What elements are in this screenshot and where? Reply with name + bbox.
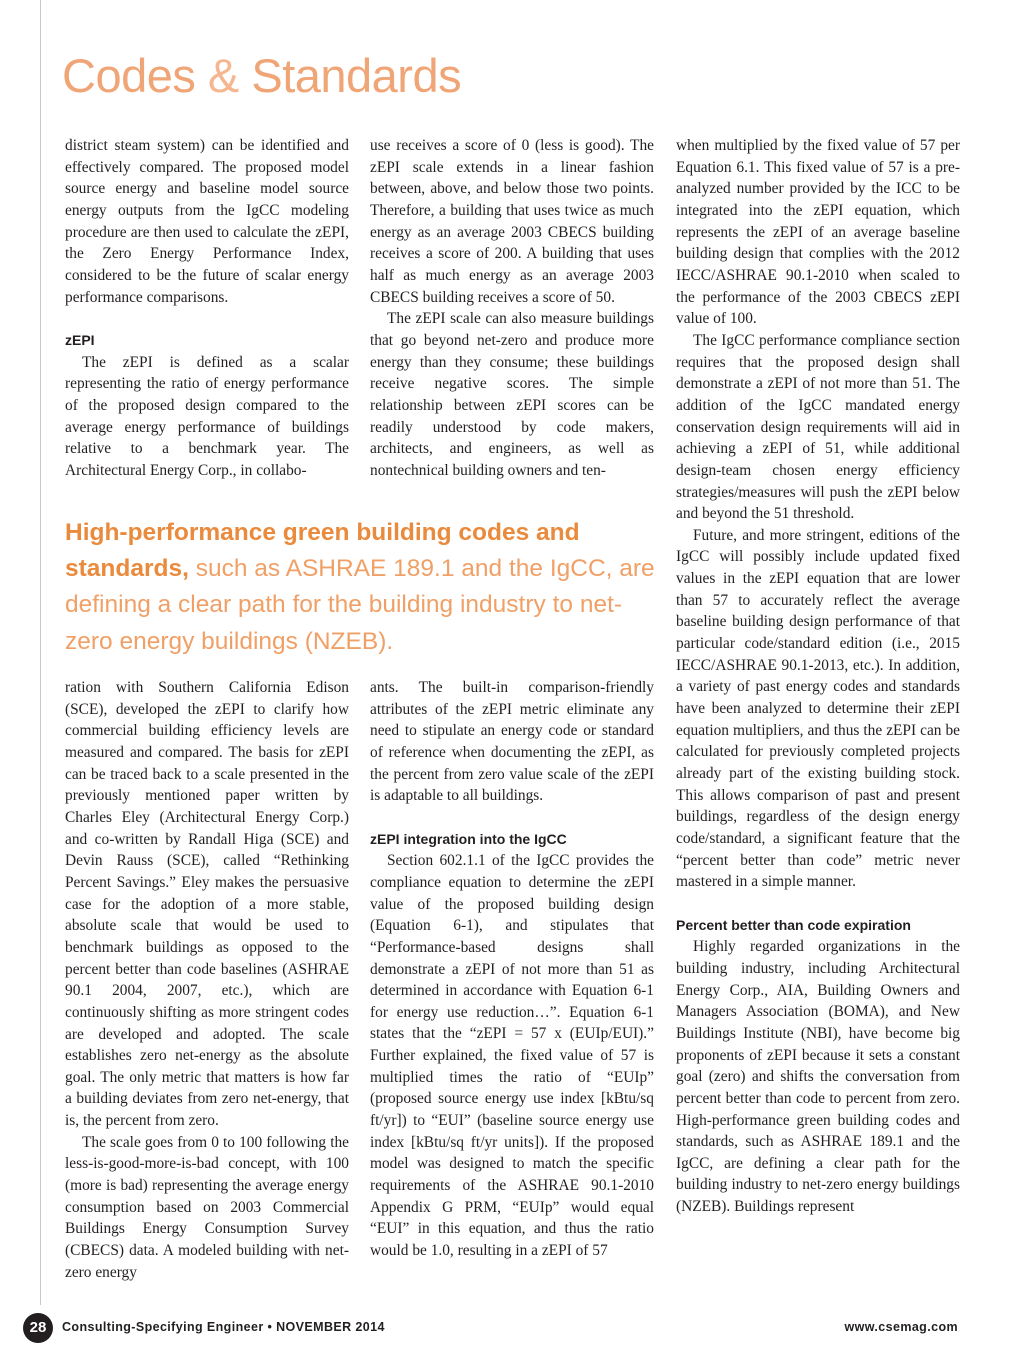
paragraph: district steam system) can be identified and effectively compared. The proposed model source energy and baseline model source energy outputs from the IgCC modeling procedure are then used to calculate the zEPI, the Zero Energy Performance Index, considered to be the future of scalar energy performance comparisons.: [65, 137, 349, 306]
website-link[interactable]: www.csemag.com: [844, 1320, 958, 1334]
column-2-bottom: [370, 677, 654, 1262]
paragraph: Future, and more stringent, editions of the IgCC will possibly include updated fixed values in the zEPI equation that are lower than 57 to accurately reflect the average baseline building design performance of that particular code/standard edition (i.e., 2015 IECC/ASHRAE 90.1-2013, etc.). In addition, a variety of past energy codes and standards have been analyzed to determine their zEPI equation multipliers, and thus the zEPI can be calculated for previously completed projects already part of the existing building stock. This allows comparison of past and present buildings, regardless of the design energy code/standard, a significant feature that the “percent better than code” metric never mastered in a simple manner.: [676, 526, 960, 891]
paragraph: use receives a score of 0 (less is good). The zEPI scale extends in a linear fashion between, above, and below those two points. Therefore, a building that uses twice as much energy as an average 2003 CBECS building receives a score of 200. A building that uses half as much energy as an average 2003 CBECS building receives a score of 50.: [370, 137, 654, 306]
pull-quote: [65, 515, 655, 660]
pull-quote-bold: High-performance green building codes and standards,: [65, 519, 580, 583]
paragraph: Highly regarded organizations in the building industry, including Architectural Energy Corp., AIA, Building Owners and Managers Association (BOMA), and New Buildings Institute (NBI), have become big proponents of zEPI because it sets a constant goal (zero) and shifts the conversation from percent better than code to percent from zero. High-performance green building codes and standards, such as ASHRAE 189.1 and the IgCC, are defining a clear path for the building industry to net-zero energy buildings (NZEB). Buildings represent: [676, 938, 960, 1216]
paragraph: ants. The built-in comparison-friendly attributes of the zEPI metric eliminate any need to stipulate an energy code or standard of reference when documenting the zEPI, as the percent from zero value scale of the zEPI is adaptable to all buildings.: [370, 679, 654, 805]
subheading-percent-better: Percent better than code expiration: [676, 916, 911, 933]
section-title-left: Codes: [62, 49, 196, 102]
section-title-right: Standards: [251, 49, 462, 102]
pull-quote-text: such as ASHRAE 189.1 and the IgCC, are defining a clear path for the building industry to net-zero energy buildings (NZEB).: [65, 555, 655, 655]
page-footer: [0, 1313, 1024, 1341]
paragraph: when multiplied by the fixed value of 57 per Equation 6.1. This fixed value of 57 is a pre-analyzed number provided by the ICC to be integrated into the zEPI equation, which represents the zEPI of an average baseline building design that complies with the 2012 IECC/ASHRAE 90.1-2010 when scaled to the performance of the 2003 CBECS zEPI value of 100.: [676, 137, 960, 328]
paragraph: The scale goes from 0 to 100 following the less-is-good-more-is-bad concept, with 100 (more is bad) representing the average energy consumption based on 2003 Commercial Buildings Energy Consumption Survey (CBECS) data. A modeled building with net-zero energy: [65, 1133, 349, 1281]
margin-rule: [40, 0, 41, 1305]
column-1-top: [65, 135, 349, 481]
section-title: [62, 49, 462, 102]
paragraph: ration with Southern California Edison (SCE), developed the zEPI to clarify how commercial building efficiency levels are measured and compared. The basis for zEPI can be traced back to a scale presented in the previously mentioned paper written by Charles Eley (Architectural Energy Corp.) and co-written by Randall Higa (SCE) and Devin Rauss (SCE), called “Rethinking Percent Savings.” Eley makes the persuasive case for the adoption of a more stable, absolute scale that would be used to benchmark buildings as opposed to the percent better than code baselines (ASHRAE 90.1 2004, 2007, etc.), which are continuously shifting as more stringent codes are developed and adopted. The scale establishes zero net-energy as the absolute goal. The only metric that matters is how far a building deviates from zero net-energy, that is, the percent from zero.: [65, 679, 349, 1130]
paragraph: The zEPI is defined as a scalar representing the ratio of energy performance of the proposed design compared to the average energy performance of buildings relative to a benchmark year. The Architectural Energy Corp., in collabo-: [65, 353, 349, 479]
publication-line: Consulting-Specifying Engineer • NOVEMBER 2014: [62, 1320, 385, 1334]
section-title-amp: &: [207, 49, 239, 102]
column-1-bottom: [65, 677, 349, 1283]
column-2-top: [370, 135, 654, 482]
paragraph: Section 602.1.1 of the IgCC provides the compliance equation to determine the zEPI value of the proposed building design (Equation 6-1), and stipulates that “Performance-based designs shall demonstrate a zEPI of not more than 51 as determined in accordance with Equation 6-1 for energy use reduction…”. Equation 6-1 states that the “zEPI = 57 x (EUIp/EUI).” Further explained, the fixed value of 57 is multiplied times the ratio of “EUIp” (proposed source energy use index [kBtu/sq ft/yr]) to “EUI” (baseline source energy use index [kBtu/sq ft/yr units]). If the proposed model was designed to match the specific requirements of the ASHRAE 90.1-2010 Appendix G PRM, “EUIp” would equal “EUI” in this equation, and thus the ratio would be 1.0, resulting in a zEPI of 57: [370, 852, 654, 1260]
subheading-integration: zEPI integration into the IgCC: [370, 830, 567, 847]
paragraph: The IgCC performance compliance section requires that the proposed design shall demonstrate a zEPI of not more than 51. The addition of the IgCC mandated energy conservation design requirements will aid in achieving a zEPI of 51, while additional design-team chosen energy efficiency strategies/measures will push the zEPI below and beyond the 51 threshold.: [676, 331, 960, 523]
page-number: 28: [23, 1313, 53, 1343]
column-3: [676, 135, 960, 1218]
subheading-zepi: zEPI: [65, 331, 95, 348]
paragraph: The zEPI scale can also measure buildings that go beyond net-zero and produce more energy than they consume; these buildings receive negative scores. The simple relationship between zEPI scores can be readily understood by code makers, architects, and engineers, as well as nontechnical building owners and ten-: [370, 310, 654, 479]
